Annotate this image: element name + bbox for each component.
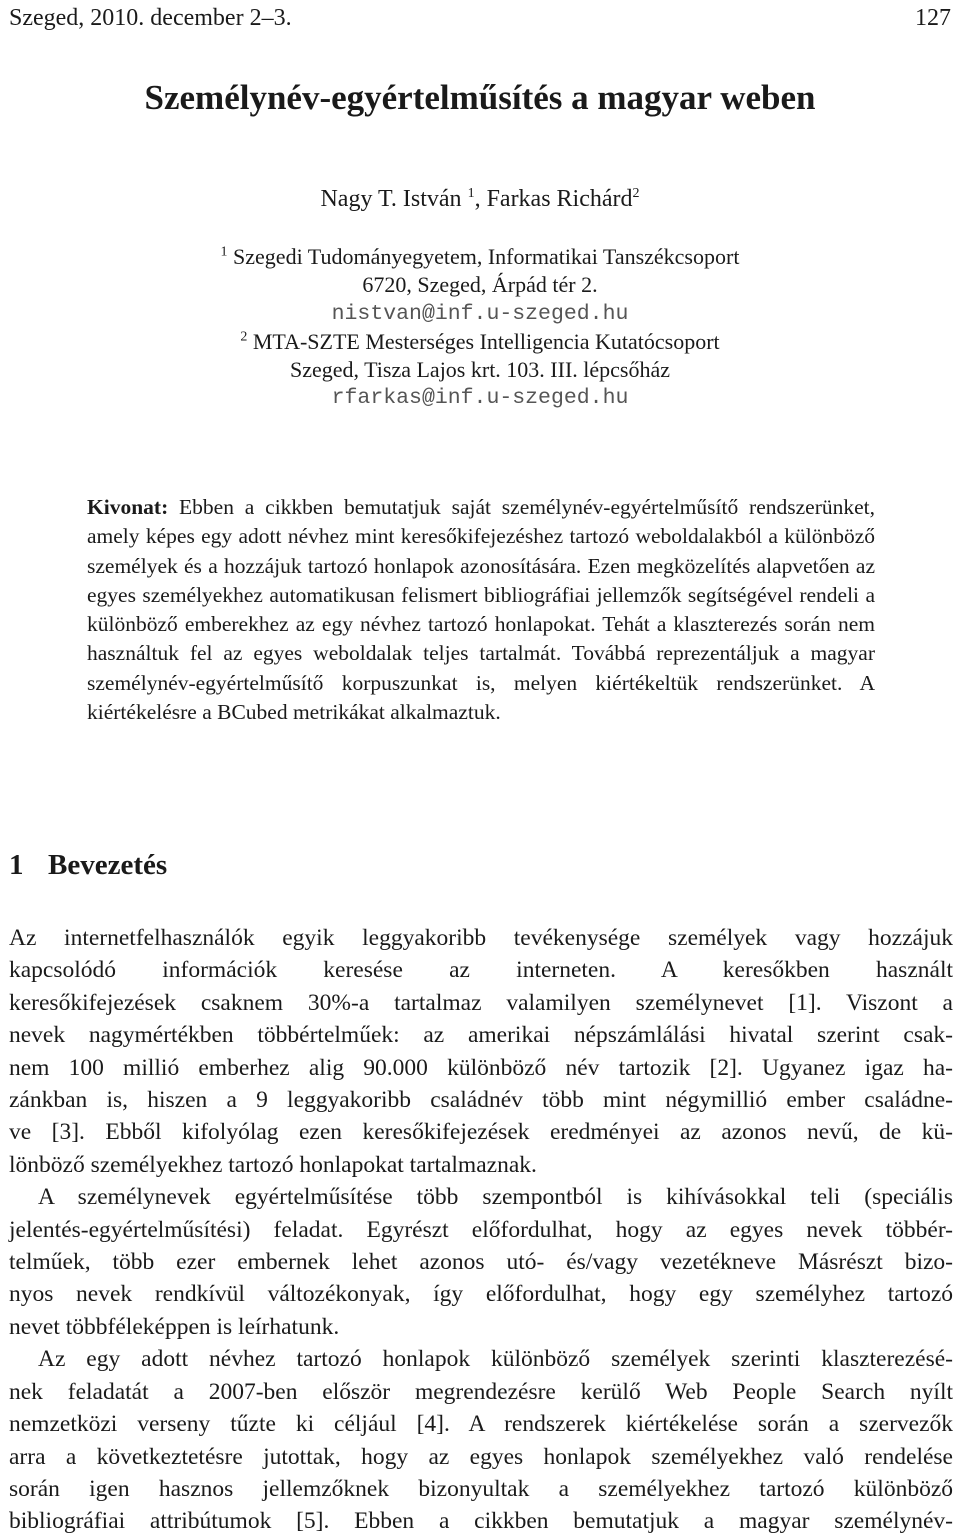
affiliation-mark: 1 bbox=[220, 244, 228, 260]
body-line: Az egy adott névhez tartozó honlapok különböző személyek szerinti klaszterezésé- bbox=[38, 1346, 953, 1373]
affiliations bbox=[0, 243, 960, 413]
affiliation-mark: 2 bbox=[240, 329, 248, 345]
body-line: kapcsolódó információk keresése az interneten. A keresőkben használt bbox=[9, 957, 953, 984]
body-line: nemzetközi verseny tűzte ki céljául [4]. A rendszerek kiértékelése során a szervezők bbox=[9, 1411, 953, 1438]
body-line: keresőkifejezések csaknem 30%-a tartalmaz valamilyen személynevet [1]. Viszont a bbox=[9, 989, 953, 1016]
body-line: ve [3]. Ebből kifolyólag ezen keresőkifejezések eredményei az azonos nevű, de kü- bbox=[9, 1119, 953, 1146]
abstract bbox=[87, 493, 875, 727]
body-line: során igen hasznos jellemzőknek bizonyultak a személyekhez tartozó különböző bbox=[9, 1475, 953, 1502]
author-name: Farkas Richárd bbox=[486, 186, 633, 212]
section-heading bbox=[9, 845, 167, 885]
header-conference: Szeged, 2010. december 2–3. bbox=[9, 5, 292, 31]
author-list bbox=[0, 183, 960, 215]
body-line: A személynevek egyértelműsítése több szempontból is kihívásokkal teli (speciális bbox=[38, 1184, 953, 1211]
body-line: nyos nevek rendkívül változékonyak, így előfordulhat, hogy egy személyhez tartozó bbox=[9, 1281, 953, 1308]
abstract-label: Kivonat: bbox=[87, 495, 169, 519]
author-separator: , bbox=[474, 186, 487, 212]
paper-title: Személynév-egyértelműsítés a magyar weben bbox=[144, 78, 816, 117]
affiliation-name: $^2$ MTA-SZTE Mesterséges Intelligencia Kutatócsoport bbox=[240, 328, 720, 354]
section-title: Bevezetés bbox=[48, 849, 168, 881]
author-name: Nagy T. István bbox=[320, 186, 462, 212]
body-line: nevek nagymértékben többértelműek: az amerikai népszámlálási hivatal szerint csak- bbox=[9, 1022, 953, 1049]
page-number: 127 bbox=[915, 5, 951, 31]
body-line: telműek, több ezer embernek lehet azonos utó- és/vagy vezetékneve Másrészt bizo- bbox=[9, 1249, 953, 1276]
body-line: arra a következtetésre jutottak, hogy az egyes honlapok személyekhez való rendelése bbox=[9, 1443, 953, 1470]
body-line: lönböző személyekhez tartozó honlapokat tartalmaznak. bbox=[9, 1151, 537, 1178]
body-line: Az internetfelhasználók egyik leggyakoribb tevékenysége személyek vagy hozzájuk bbox=[9, 925, 953, 951]
body-text bbox=[9, 922, 953, 1538]
affiliation-name: $^1$ Szegedi Tudományegyetem, Informatikai Tanszékcsoport bbox=[220, 244, 740, 269]
affiliation-email[interactable]: nistvan@inf.u-szeged.hu bbox=[331, 301, 629, 326]
body-line: nem 100 millió emberhez alig 90.000 különböző név tartozik [2]. Ugyanez igaz ha- bbox=[9, 1054, 953, 1081]
body-line: nek feladatát a 2007-ben először megrendezésre kerülő Web People Search nyílt bbox=[9, 1378, 953, 1405]
body-line: zánkban is, hiszen a 9 leggyakoribb családnév több mint négymillió ember családne- bbox=[9, 1087, 953, 1114]
section-number: 1 bbox=[9, 849, 24, 881]
affiliation-address: 6720, Szeged, Árpád tér 2. bbox=[362, 272, 598, 298]
author-affiliation-mark: 2 bbox=[632, 186, 640, 201]
affiliation-address: Szeged, Tisza Lajos krt. 103. III. lépcsőház bbox=[289, 357, 671, 383]
abstract-text: Ebben a cikkben bemutatjuk saját személynév-egyértelműsítő rendszerünket, amely képes egy adott névhez mint keresőkifejezéshez tartozó weboldalakból a különböző személyek és a hozzájuk tartozó honlapok azonosítására. Ezen megközelítés alapvetően az egyes személyekhez automatikusan felismert bibliográfiai jellemzők segítségével rendeli a különböző emberekhez az egy névhez tartozó honlapokat. Tehát a klaszterezés során nem használtuk fel az egyes weboldalak teljes tartalmát. Továbbá reprezentáljuk a magyar személynév-egyértelműsítő korpuszunkat is, melyen kiértékeltük rendszerünket. A kiértékelésre a BCubed metrikákat alkalmaztuk. bbox=[87, 495, 875, 725]
body-line: nevet többféleképpen is leírhatunk. bbox=[9, 1313, 340, 1340]
running-header bbox=[9, 2, 951, 34]
affiliation-email[interactable]: rfarkas@inf.u-szeged.hu bbox=[331, 386, 629, 411]
author-affiliation-mark: 1 bbox=[467, 186, 475, 201]
body-line: jelentés-egyértelműsítési) feladat. Egyrészt előfordulhat, hogy az egyes nevek többér- bbox=[9, 1216, 953, 1243]
body-line: bibliográfiai attribútumok [5]. Ebben a cikkben bemutatjuk a magyar személynév- bbox=[9, 1508, 953, 1535]
